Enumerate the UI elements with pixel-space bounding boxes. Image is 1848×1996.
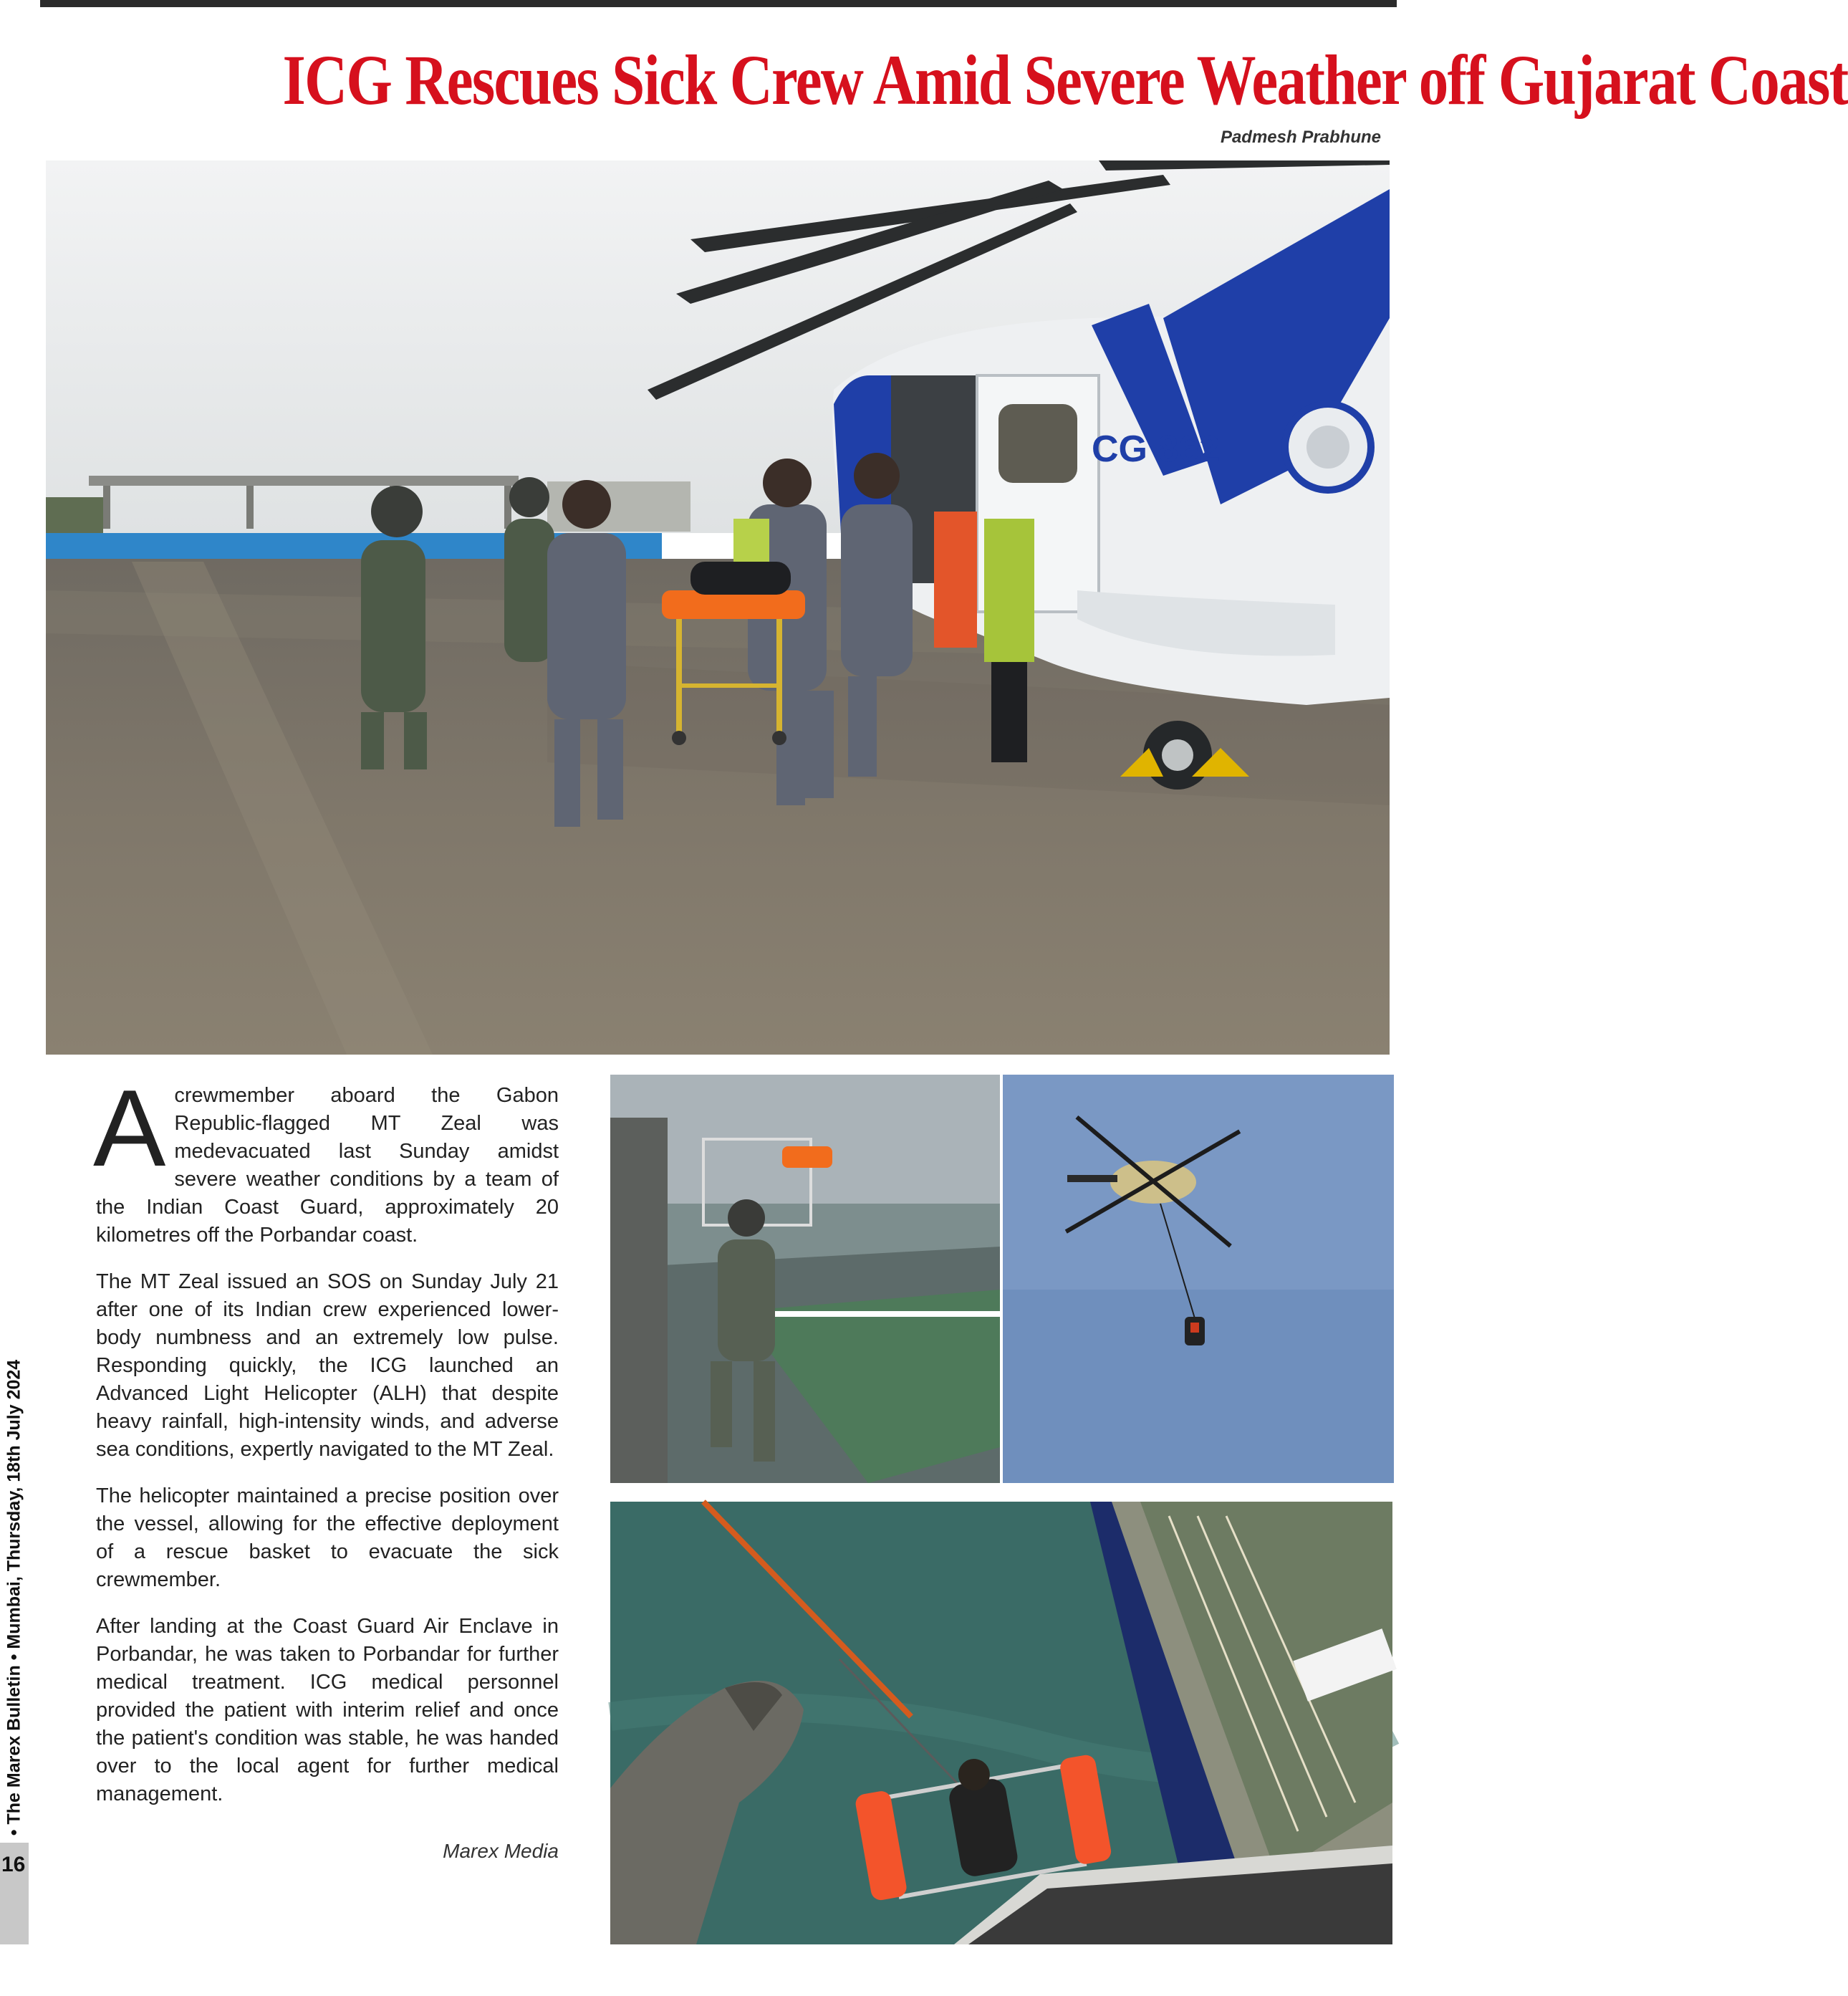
paragraph-4: After landing at the Coast Guard Air Enclave in Porbandar, he was taken to Porbandar for further medical treatment. ICG medical personnel provided the patient with interim relief and once the patient's condition was stable, he was handed over to the local agent for further medical management. — [96, 1615, 559, 1805]
photo-aerial-rescue-basket — [610, 1502, 1392, 1944]
byline: Padmesh Prabhune — [1220, 128, 1381, 147]
main-photo-helicopter-stretcher — [46, 160, 1390, 1055]
running-head — [0, 1347, 29, 1848]
paragraph-2: The MT Zeal issued an SOS on Sunday July 21 after one of its Indian crew experienced lower-body numbness and an extremely low pulse. Responding quickly, the ICG launched an Advanced Light Helicopter (ALH) that despite heavy rainfall, high-intensity winds, and adverse sea conditions, expertly navigated to the MT Zeal. — [96, 1270, 559, 1461]
running-head-text: • The Marex Bulletin • Mumbai, Thursday, 18th July 2024 — [4, 1359, 24, 1836]
article-body — [93, 1067, 559, 1827]
page-number: 16 — [1, 1853, 26, 1876]
headline: ICG Rescues Sick Crew Amid Severe Weather off Gujarat Coast — [282, 40, 1848, 120]
photo-credit: Marex Media — [443, 1840, 559, 1862]
photo-helicopter-hover — [1003, 1075, 1394, 1483]
lead-paragraph-text: crewmember aboard the Gabon Republic-flagged MT Zeal was medevacuated last Sunday amidst severe weather conditions by a team of the Indian Coast Guard, approximately 20 kilometres off the Porbandar coast. — [96, 1084, 559, 1247]
lead-paragraph — [93, 1067, 559, 1249]
helicopter-marking: CG 862 — [1092, 428, 1221, 470]
top-rule — [40, 0, 1397, 7]
photo-deck-basket — [610, 1075, 1000, 1483]
paragraph-3: The helicopter maintained a precise position over the vessel, allowing for the effective deployment of a rescue basket to evacuate the sick crewmember. — [96, 1484, 559, 1591]
drop-cap: A — [93, 1067, 166, 1189]
